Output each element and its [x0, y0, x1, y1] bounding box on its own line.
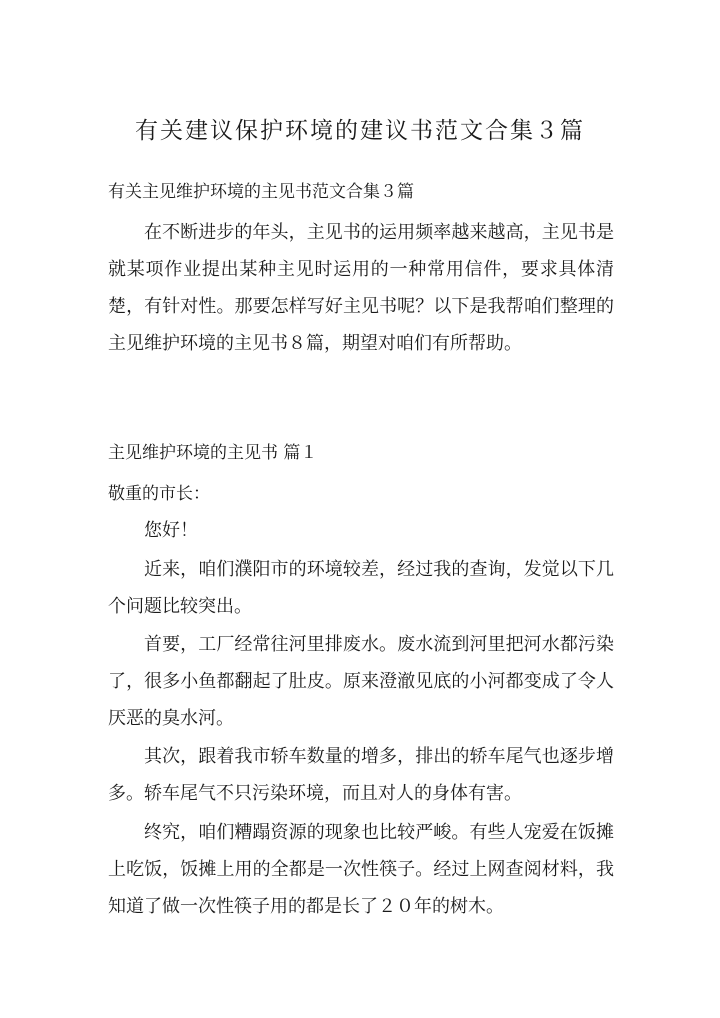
section-heading: 主见维护环境的主见书 篇１ — [108, 443, 318, 463]
body-paragraph-2: 首要，工厂经常往河里排废水。废水流到河里把河水都污染了，很多小鱼都翻起了肚皮。原来澄澈见底的小河都变成了令人厌恶的臭水河。 — [108, 634, 614, 729]
salutation: 敬重的市长： — [108, 484, 210, 504]
document-title: 有关建议保护环境的建议书范文合集３篇 — [135, 118, 585, 144]
body-paragraph-4: 终究，咱们糟蹋资源的现象也比较严峻。有些人宠爱在饭摊上吃饭，饭摊上用的全都是一次性筷子。经过上网查阅材料，我知道了做一次性筷子用的都是长了２０年的树木。 — [108, 822, 614, 917]
body-paragraph-3: 其次，跟着我市轿车数量的增多，排出的轿车尾气也逐步增多。轿车尾气不只污染环境，而且对人的身体有害。 — [108, 746, 614, 804]
intro-paragraph: 在不断进步的年头，主见书的运用频率越来越高，主见书是就某项作业提出某种主见时运用的一种常用信件，要求具体清楚，有针对性。那要怎样写好主见书呢？以下是我帮咱们整理的主见维护环境的主见书８篇，期望对咱们有所帮助。 — [108, 222, 614, 354]
document-subtitle: 有关主见维护环境的主见书范文合集３篇 — [108, 182, 414, 202]
greeting: 您好！ — [144, 520, 198, 541]
body-paragraph-1: 近来，咱们濮阳市的环境较差，经过我的查询，发觉以下几个问题比较突出。 — [108, 559, 614, 617]
